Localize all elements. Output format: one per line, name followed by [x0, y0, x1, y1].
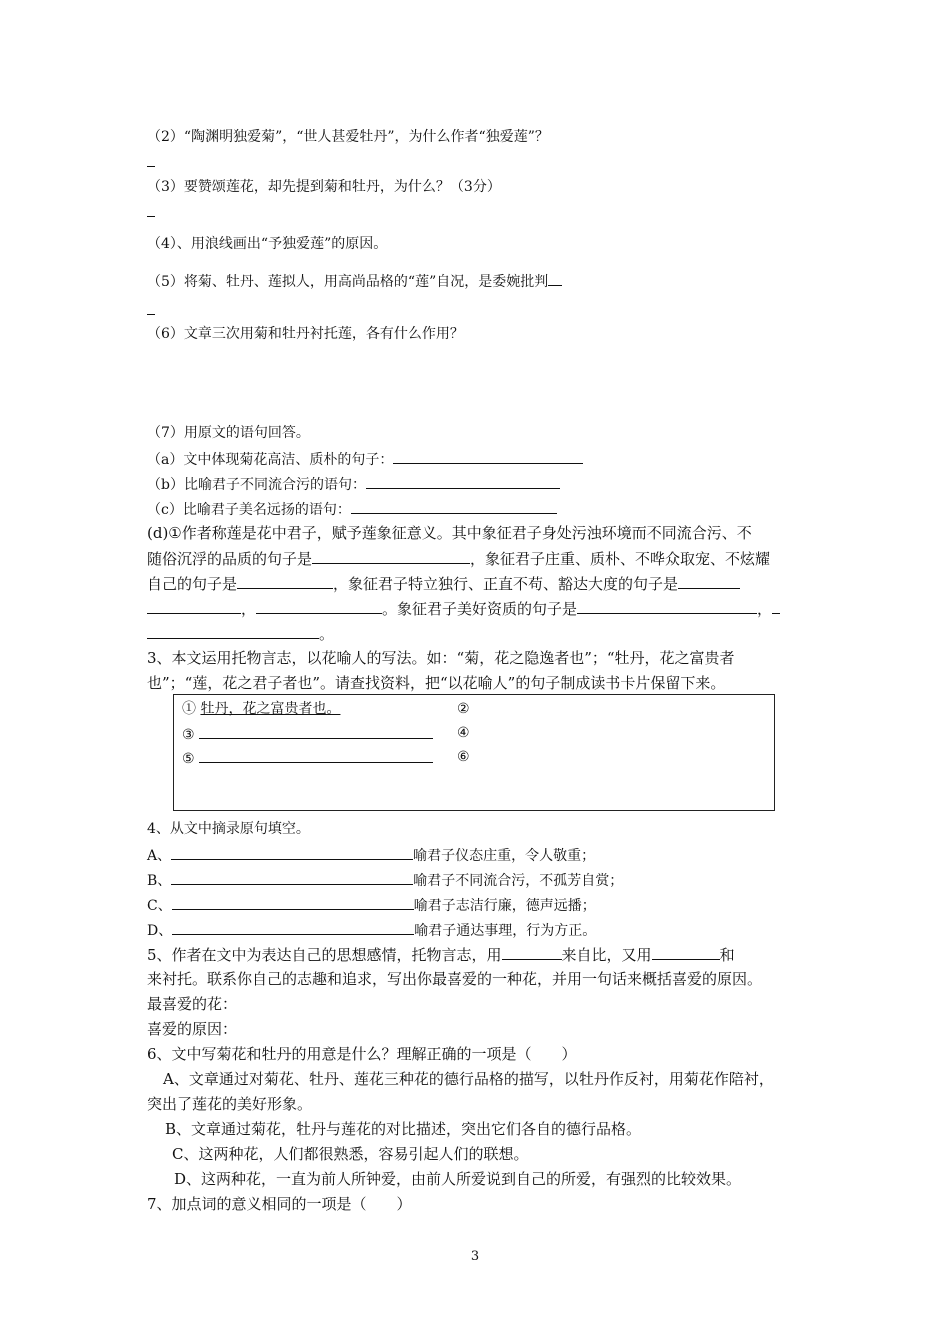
- answer-blank[interactable]: [351, 499, 557, 514]
- option-b: B、文章通过菊花，牡丹与莲花的对比描述，突出它们各自的德行品格。: [165, 1120, 642, 1138]
- answer-blank[interactable]: [256, 599, 382, 614]
- answer-blank[interactable]: [393, 449, 583, 464]
- card-2[interactable]: ②: [457, 701, 470, 717]
- section-4-item-b: B、 喻君子不同流合污，不孤芳自赏；: [147, 870, 623, 890]
- answer-blank[interactable]: [678, 574, 740, 589]
- question-3: （3）要赞颂莲花，却先提到菊和牡丹，为什么？（3分）: [147, 179, 501, 195]
- question-4: （4）、用浪线画出“予独爱莲”的原因。: [147, 236, 388, 252]
- answer-blank[interactable]: [237, 574, 333, 589]
- question-7d-line1: (d)①作者称莲是花中君子，赋予莲象征意义。其中象征君子身处污浊环境而不同流合污、不: [147, 524, 752, 542]
- section-7-question: 7、加点词的意义相同的一项是（ ）: [147, 1195, 412, 1213]
- option-c: C、这两种花，人们都很熟悉，容易引起人们的联想。: [172, 1145, 529, 1163]
- card-3[interactable]: ③: [182, 724, 433, 744]
- card-1-text: 牡丹，花之富贵者也。: [200, 701, 341, 717]
- section-3-line1: 3、本文运用托物言志，以花喻人的写法。如：“菊，花之隐逸者也”；“牡丹，花之富贵者: [147, 649, 735, 667]
- question-6: （6）文章三次用菊和牡丹衬托莲，各有什么作用？: [147, 326, 464, 342]
- question-7c: （c）比喻君子美名远扬的语句：: [147, 499, 557, 519]
- answer-blank[interactable]: [171, 870, 413, 885]
- favorite-reason-label: 喜爱的原因：: [147, 1020, 238, 1038]
- answer-mark: [147, 216, 155, 217]
- answer-blank[interactable]: [312, 549, 470, 564]
- section-5-line2: 来衬托。联系你自己的志趣和追求，写出你最喜爱的一种花，并用一句话来概括喜爱的原因。: [147, 970, 763, 988]
- favorite-flower-label: 最喜爱的花：: [147, 995, 238, 1013]
- question-5: （5）将菊、牡丹、莲拟人，用高尚品格的“莲”自况，是委婉批判: [147, 271, 562, 291]
- option-a-line2: 突出了莲花的美好形象。: [147, 1095, 313, 1113]
- question-7d-line5: 。: [147, 624, 334, 643]
- section-5-line1: 5、作者在文中为表达自己的思想感情，托物言志，用 来自比，又用 和: [147, 946, 735, 964]
- card-6[interactable]: ⑥: [457, 749, 470, 765]
- question-7: （7）用原文的语句回答。: [147, 425, 310, 441]
- question-7d-line2: 随俗沉浮的品质的句子是 ，象征君子庄重、质朴、不哗众取宠、不炫耀: [147, 550, 771, 568]
- page-number: 3: [470, 1249, 480, 1264]
- answer-blank[interactable]: [172, 920, 414, 935]
- answer-blank[interactable]: [502, 945, 562, 960]
- card-1: ① 牡丹，花之富贵者也。: [182, 701, 341, 717]
- question-7b: （b）比喻君子不同流合污的语句：: [147, 474, 560, 494]
- answer-blank[interactable]: [171, 845, 413, 860]
- section-4-item-a: A、 喻君子仪态庄重，令人敬重；: [147, 845, 595, 865]
- question-7d-line3: 自己的句子是 ，象征君子特立独行、正直不苟、豁达大度的句子是: [147, 574, 740, 593]
- question-2: （2）“陶渊明独爱菊”，“世人甚爱牡丹”，为什么作者“独爱莲”？: [147, 129, 549, 145]
- section-3-line2: 也”；“莲，花之君子者也”。请查找资料，把“以花喻人”的句子制成读书卡片保留下来。: [147, 674, 726, 692]
- answer-mark: [147, 166, 155, 167]
- answer-blank[interactable]: [577, 599, 757, 614]
- question-7d-line4: ， 。象征君子美好资质的句子是 ，: [147, 599, 780, 618]
- question-7a: （a）文中体现菊花高洁、质朴的句子：: [147, 449, 583, 469]
- answer-blank[interactable]: [147, 624, 319, 639]
- section-4-item-c: C、 喻君子志洁行廉，德声远播；: [147, 895, 596, 915]
- option-d: D、这两种花，一直为前人所钟爱，由前人所爱说到自己的所爱，有强烈的比较效果。: [174, 1170, 742, 1188]
- card-5[interactable]: ⑤: [182, 748, 433, 768]
- answer-mark: [147, 314, 155, 315]
- reading-card-box: [173, 694, 775, 811]
- answer-blank[interactable]: [652, 945, 720, 960]
- section-4-item-d: D、 喻君子通达事理，行为方正。: [147, 920, 596, 940]
- section-6-question: 6、文中写菊花和牡丹的用意是什么？理解正确的一项是（ ）: [147, 1045, 577, 1063]
- answer-blank[interactable]: [366, 474, 560, 489]
- card-4[interactable]: ④: [457, 725, 470, 741]
- section-4-title: 4、从文中摘录原句填空。: [147, 821, 310, 837]
- option-a-line1: A、文章通过对菊花、牡丹、莲花三种花的德行品格的描写，以牡丹作反衬，用菊花作陪衬，: [163, 1070, 774, 1088]
- answer-blank[interactable]: [147, 599, 241, 614]
- answer-blank[interactable]: [172, 895, 414, 910]
